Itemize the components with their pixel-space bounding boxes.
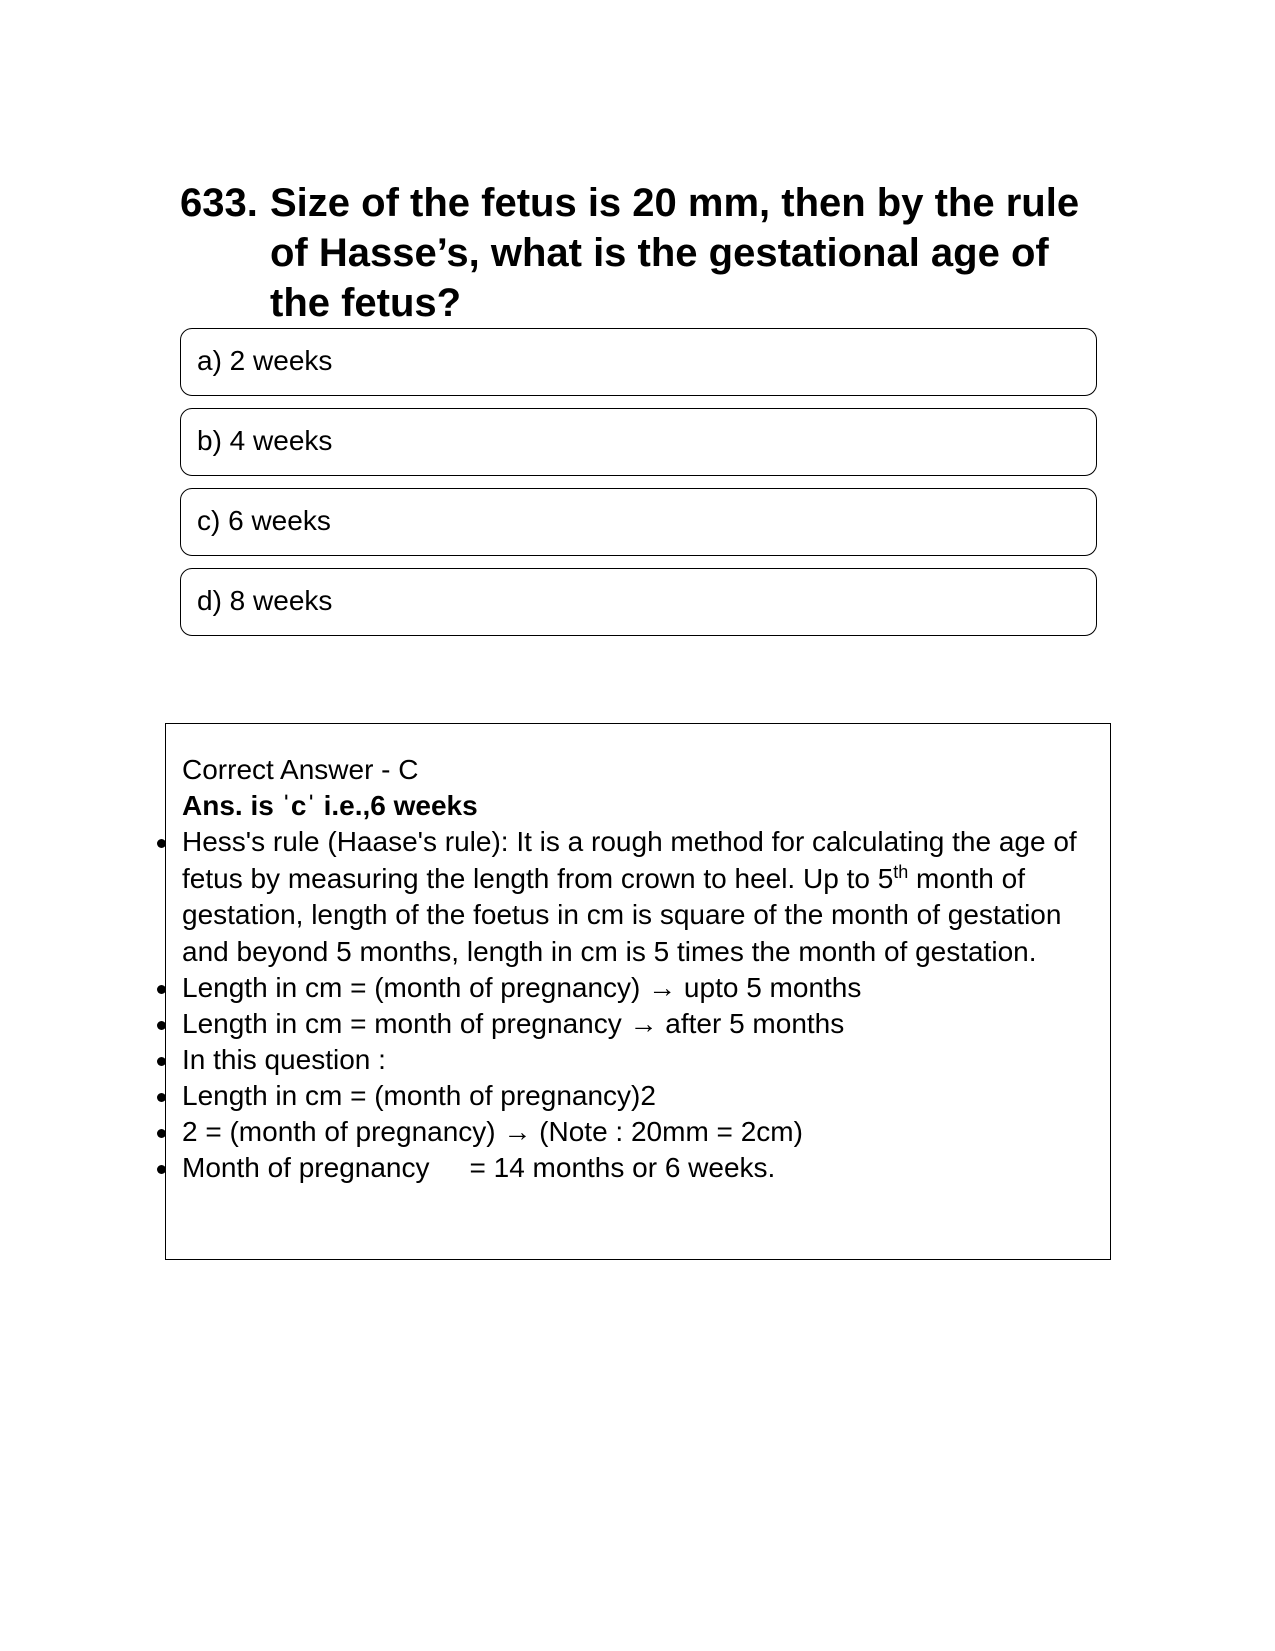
option-d[interactable]: d) 8 weeks	[180, 568, 1097, 636]
option-b[interactable]: b) 4 weeks	[180, 408, 1097, 476]
rule-sup: th	[893, 861, 909, 882]
question-number: 633.	[180, 181, 258, 225]
list-item: Length in cm = month of pregnancy → after 5 months	[182, 1006, 1102, 1042]
answer-explanation	[182, 752, 1102, 1186]
list-item	[182, 1150, 1102, 1186]
last-bullet-right: = 14 months or 6 weeks.	[469, 1152, 776, 1183]
option-c[interactable]: c) 6 weeks	[180, 488, 1097, 556]
list-item	[182, 824, 1102, 970]
explanation-list	[182, 824, 1102, 1186]
last-bullet-left: Month of pregnancy	[182, 1152, 430, 1183]
question	[180, 178, 1080, 328]
rule-text-2: month of gestation, length of the foetus in cm is square of the month of gestation and beyond 5 months, length in cm is 5 times the month of gestation.	[182, 862, 1062, 967]
question-text: Size of the fetus is 20 mm, then by the rule of Hasse’s, what is the gestational age of the fetus?	[270, 181, 1080, 325]
list-item: 2 = (month of pregnancy) → (Note : 20mm = 2cm)	[182, 1114, 1102, 1150]
correct-answer-line: Correct Answer - C	[182, 754, 419, 785]
list-item: Length in cm = (month of pregnancy) → upto 5 months	[182, 970, 1102, 1006]
option-a[interactable]: a) 2 weeks	[180, 328, 1097, 396]
list-item: In this question :	[182, 1042, 1102, 1078]
ans-line: Ans. is ˈcˈ i.e.,6 weeks	[182, 790, 478, 821]
list-item: Length in cm = (month of pregnancy)2	[182, 1078, 1102, 1114]
rule-text-1: Hess's rule (Haase's rule): It is a rough method for calculating the age of fetus by measuring the length from crown to heel. Up to 5	[182, 826, 1077, 894]
